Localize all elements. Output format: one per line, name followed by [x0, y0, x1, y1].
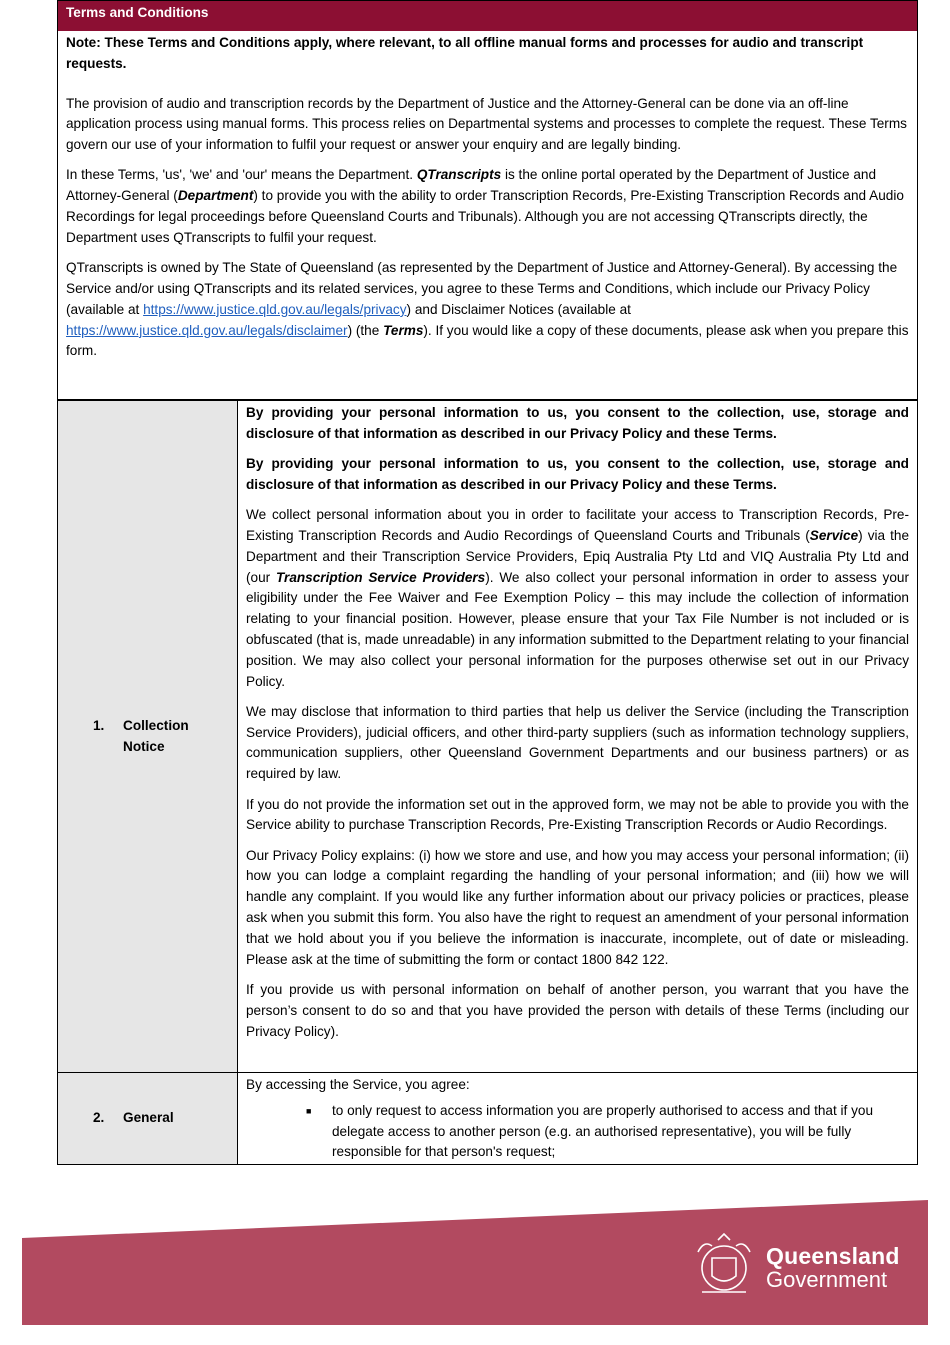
consent-statement: By providing your personal information to us, you consent to the collection, use, storage and disclosure of that information as described in our Privacy Policy and these Terms. — [246, 456, 909, 492]
intro-paragraph-1: The provision of audio and transcription records by the Department of Justice and the Attorney-General can be done via an off-line application process using manual forms. This process relies on Departmental systems and processes to complete the request. These Terms govern our use of your information to fulfil your request or answer your enquiry and are legally binding. — [66, 95, 907, 153]
section-title-collection-notice: Collection Notice — [123, 717, 189, 754]
intro-paragraph-3: QTranscripts is owned by The State of Queensland (as represented by the Department of Justice and Attorney-General). By accessing the Service and/or using QTranscripts and its related services, you agree to these Terms and Conditions, which include our Privacy Policy (available at https://www.justice.qld.gov.au/legals/privacy) and Disclaimer Notices (available at https://www.justice.qld.gov.au/legals/disclaimer) (the Terms). If you would like a copy of these documents, please ask when you prepare this form. — [66, 260, 909, 359]
section-content-cell — [238, 401, 918, 1073]
table-row — [58, 1073, 918, 1165]
intro-box — [57, 31, 918, 400]
header-title: Terms and Conditions — [66, 5, 209, 20]
privacy-policy-paragraph: Our Privacy Policy explains: (i) how we store and use, and how you may access your personal information; (ii) how you can lodge a complaint regarding the handling of your personal information; and (iii) how we will handle any complaint. If you would like any further information about our privacy policies or practices, please ask when you submit this form. You also have the right to request an amendment of your personal information that we hold about you if you believe the information is inaccurate, incomplete, out of date or misleading. Please ask at the time of submitting the form or contact 1800 842 122. — [246, 847, 909, 967]
table-row — [58, 401, 918, 1073]
intro-frame — [57, 0, 918, 400]
terms-table — [57, 400, 918, 1165]
intro-paragraph-2: In these Terms, 'us', 'we' and 'our' means the Department. QTranscripts is the online portal operated by the Department of Justice and Attorney-General (Department) to provide you with the ability to order Transcription Records, Pre-Existing Transcription Records and Audio Recordings for legal proceedings before Queensland Courts and Tribunals). Although you are not accessing QTranscripts directly, the Department uses QTranscripts to fulfil your request. — [66, 167, 904, 245]
disclaimer-link[interactable]: https://www.justice.qld.gov.au/legals/disclaimer — [66, 322, 348, 338]
consent-statement: By providing your personal information to us, you consent to the collection, use, storage and disclosure of that information as described in our Privacy Policy and these Terms. — [246, 405, 909, 441]
queensland-government-logo — [766, 1244, 900, 1292]
general-intro: By accessing the Service, you agree: — [246, 1077, 470, 1092]
section-content-cell — [238, 1073, 918, 1165]
intro-note: Note: These Terms and Conditions apply, where relevant, to all offline manual forms and processes for audio and transcript requests. — [66, 35, 864, 71]
third-party-paragraph: If you provide us with personal information on behalf of another person, you warrant that you have the person’s consent to do so and that you have provided the person with details of these Terms (including our Privacy Policy). — [246, 981, 909, 1039]
section-header — [57, 0, 918, 31]
section-title-general: General — [123, 1110, 174, 1126]
disclosure-paragraph: We may disclose that information to third parties that help us deliver the Service (including the Transcription Service Providers), judicial officers, and other third-party suppliers (such as information technology suppliers, communication suppliers, other Queensland Government Departments and our business partners) or as required by law. — [246, 703, 909, 782]
list-item — [306, 1101, 909, 1163]
square-bullet-icon: ■ — [306, 1105, 312, 1116]
consequence-paragraph: If you do not provide the information set out in the approved form, we may not be able to provide you with the Service ability to purchase Transcription Records, Pre-Existing Transcription Records or Audio Recordings. — [246, 796, 909, 833]
section-label-cell — [58, 401, 238, 1073]
section-label-cell — [58, 1073, 238, 1165]
brand-line-1: Queensland — [766, 1243, 900, 1269]
collection-paragraph: We collect personal information about you in order to facilitate your access to Transcription Records, Pre-Existing Transcription Records and Audio Recordings of Queensland Courts and Tribunals (Service) via the Department and their Transcription Service Providers, Epiq Australia Pty Ltd and VIQ Australia Pty Ltd and (our Transcription Service Providers). We also collect your personal information in order to assess your eligibility under the Fee Waiver and Fee Exemption Policy – this may include the collection of information relating to your financial position. However, please ensure that your Tax File Number is not included or is obfuscated (that is, made unreadable) in any information submitted to the Department relating to your financial position. We may also collect your personal information for the purposes otherwise set out in our Privacy Policy. — [246, 507, 909, 689]
section-number: 2. — [93, 1110, 105, 1126]
brand-line-2: Government — [766, 1267, 888, 1292]
section-number: 1. — [93, 717, 105, 733]
privacy-policy-link[interactable]: https://www.justice.qld.gov.au/legals/privacy — [143, 301, 407, 317]
bullet-text: to only request to access information you are properly authorised to access and that if you delegate access to another person (e.g. an authorised representative), you will be fully responsible for that person's request; — [332, 1102, 874, 1160]
